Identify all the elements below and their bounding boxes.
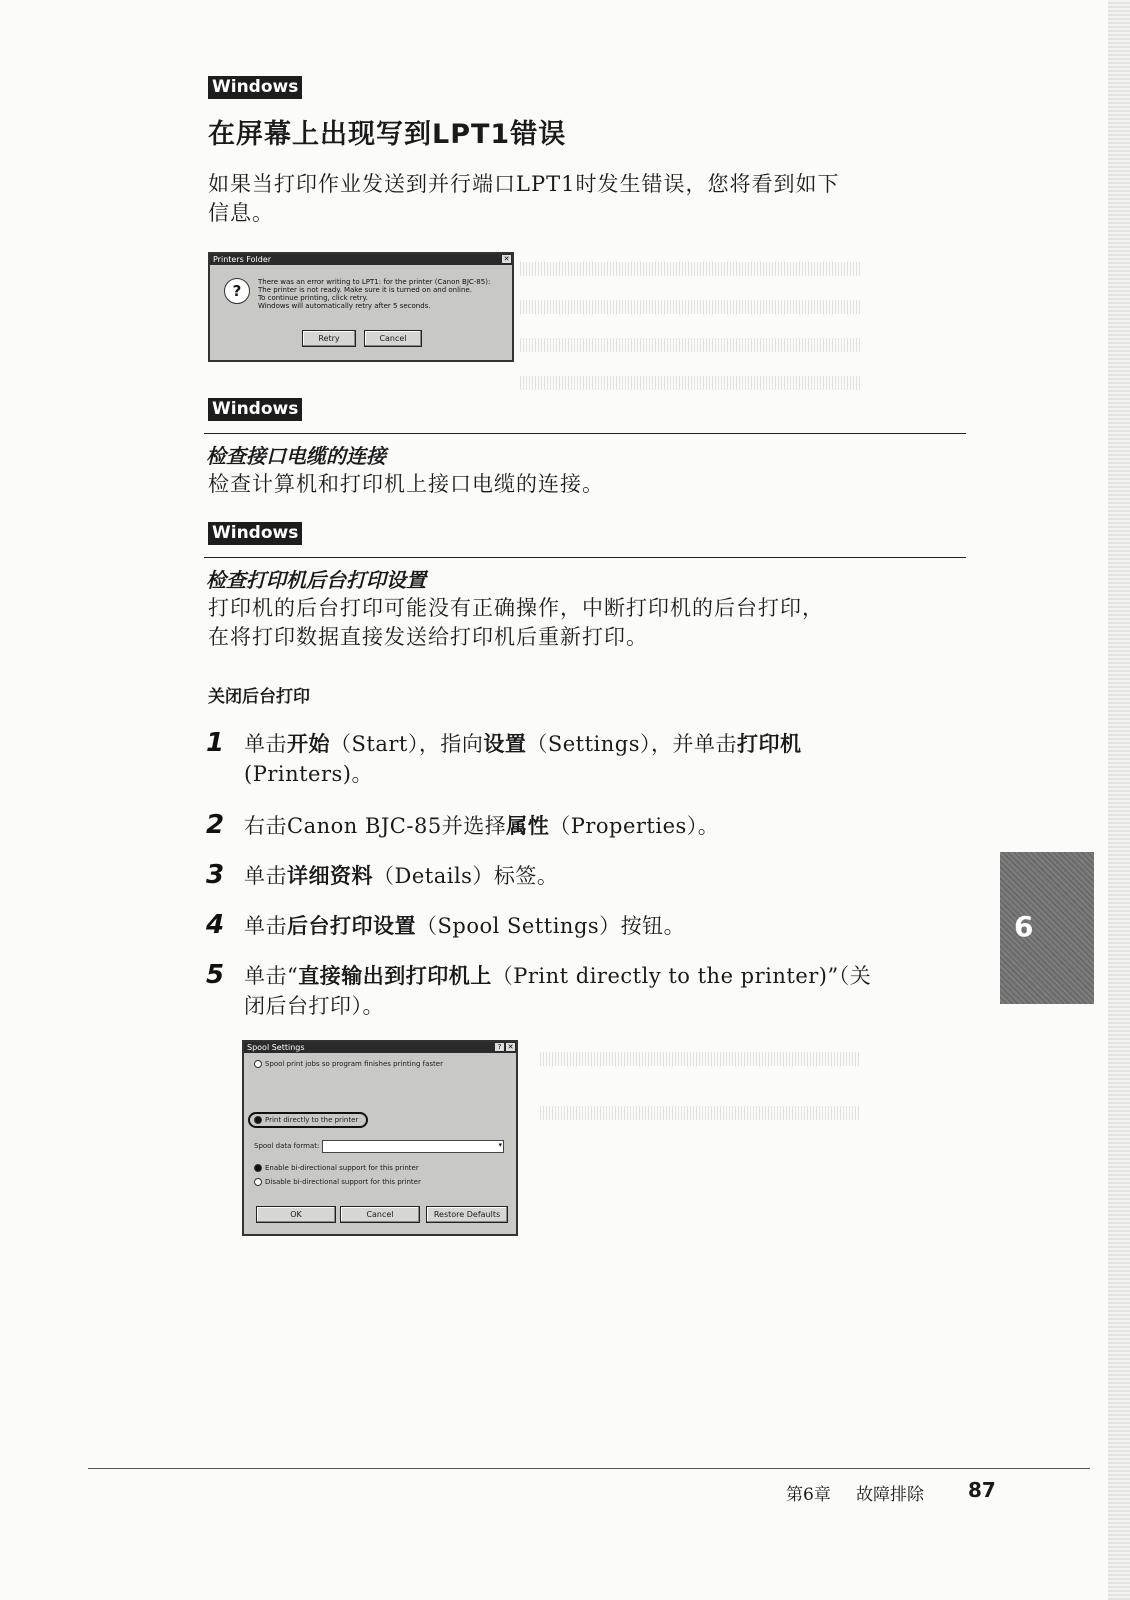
- option-label: Print directly to the printer: [265, 1116, 359, 1124]
- restore-defaults-button[interactable]: Restore Defaults: [426, 1206, 508, 1223]
- close-icon[interactable]: ✕: [503, 255, 510, 263]
- bleed-through: [540, 1106, 860, 1120]
- ui-term: 开始: [287, 732, 330, 756]
- print-direct-option[interactable]: [248, 1112, 368, 1128]
- bleed-through: [540, 1052, 860, 1066]
- procedure-heading: 关闭后台打印: [208, 687, 310, 707]
- section-subhead: 检查接口电缆的连接: [206, 444, 386, 468]
- step-text: [244, 730, 974, 759]
- ui-term: 打印机: [736, 732, 802, 756]
- body-paragraph-line: 检查计算机和打印机上接口电缆的连接。: [208, 472, 604, 496]
- step-text-part: （Start），指向: [330, 732, 484, 756]
- step-text-part: （Properties）。: [549, 814, 720, 838]
- option-label: Disable bi-directional support for this printer: [265, 1178, 421, 1186]
- spool-format-label: Spool data format:: [254, 1142, 320, 1150]
- step-text: [244, 862, 558, 891]
- ui-term: 后台打印设置: [287, 914, 416, 938]
- question-icon: ?: [224, 278, 250, 304]
- dialog-message-line: Windows will automatically retry after 5 seconds.: [258, 302, 431, 310]
- step-text: [244, 812, 719, 841]
- bleed-through: [520, 300, 860, 314]
- step-text-part: （Settings），并单击: [526, 732, 737, 756]
- page-edge-shadow: [1108, 0, 1130, 1600]
- close-icon[interactable]: ✕: [507, 1043, 514, 1051]
- step-number: 1: [206, 728, 225, 758]
- step-text-part: （Print directly to the printer)”（关: [491, 964, 872, 988]
- step-text-part: 单击: [244, 732, 287, 756]
- windows-badge: Windows: [208, 522, 302, 545]
- dialog-message-line: The printer is not ready. Make sure it is turned on and online.: [258, 286, 472, 294]
- bidi-option[interactable]: [254, 1178, 421, 1186]
- step-text-part: （Spool Settings）按钮。: [416, 914, 686, 938]
- body-paragraph-line: 如果当打印作业发送到并行端口LPT1时发生错误，您将看到如下: [208, 172, 840, 196]
- radio-selected-icon: [254, 1164, 262, 1172]
- help-icon[interactable]: ?: [495, 1043, 504, 1051]
- option-label: Enable bi-directional support for this printer: [265, 1164, 419, 1172]
- windows-badge: Windows: [208, 398, 302, 421]
- section-title: 在屏幕上出现写到LPT1错误: [208, 119, 567, 150]
- bleed-through: [520, 262, 860, 276]
- chapter-tab: [1000, 852, 1094, 1004]
- cancel-button[interactable]: Cancel: [340, 1206, 420, 1223]
- ok-button[interactable]: OK: [256, 1206, 336, 1223]
- step-text-part: 单击: [244, 864, 287, 888]
- step-text-continued: (Printers)。: [244, 762, 373, 786]
- body-paragraph-line: 在将打印数据直接发送给打印机后重新打印。: [208, 625, 648, 649]
- cancel-button[interactable]: Cancel: [364, 330, 422, 347]
- ui-term: 属性: [506, 814, 550, 838]
- retry-button[interactable]: Retry: [302, 330, 356, 347]
- dialog-title-bar: [210, 254, 512, 265]
- body-paragraph-line: 打印机的后台打印可能没有正确操作，中断打印机的后台打印，: [208, 596, 824, 620]
- printers-folder-dialog: [208, 252, 514, 362]
- spool-option[interactable]: [254, 1060, 443, 1068]
- section-rule: [204, 557, 966, 558]
- step-text-part: 单击“: [244, 964, 299, 988]
- dialog-title-bar: [244, 1042, 516, 1053]
- footer-chapter: 第6章: [786, 1485, 831, 1505]
- bleed-through: [520, 376, 860, 390]
- dialog-title: Printers Folder: [213, 255, 272, 264]
- radio-icon: [254, 1178, 262, 1186]
- spool-format-select[interactable]: [322, 1140, 504, 1153]
- ui-term: 设置: [483, 732, 527, 756]
- body-paragraph-line: 信息。: [208, 201, 274, 225]
- step-number: 2: [206, 810, 225, 840]
- step-text-continued: 闭后台打印）。: [244, 994, 384, 1018]
- radio-icon: [254, 1060, 262, 1068]
- spool-settings-dialog: [242, 1040, 518, 1236]
- footer-rule: [88, 1468, 1090, 1469]
- chevron-down-icon: ▾: [498, 1141, 502, 1149]
- step-text-part: 单击: [244, 914, 287, 938]
- bidi-option[interactable]: [254, 1164, 419, 1172]
- dialog-title: Spool Settings: [247, 1043, 305, 1052]
- ui-term: 详细资料: [287, 864, 373, 888]
- dialog-message-line: There was an error writing to LPT1: for the printer (Canon BJC-85):: [258, 278, 491, 286]
- step-text: [244, 912, 685, 941]
- option-label: Spool print jobs so program finishes printing faster: [265, 1060, 443, 1068]
- step-number: 4: [206, 910, 225, 940]
- bleed-through: [520, 338, 860, 352]
- footer-chapter-name: 故障排除: [856, 1485, 924, 1505]
- section-rule: [204, 433, 966, 434]
- dialog-message-line: To continue printing, click retry.: [258, 294, 368, 302]
- step-number: 3: [206, 860, 225, 890]
- step-text-part: 右击Canon BJC-85并选择: [244, 814, 507, 838]
- chapter-tab-number: 6: [1014, 910, 1034, 943]
- page-number: 87: [968, 1478, 996, 1502]
- ui-term: 直接输出到打印机上: [298, 964, 492, 988]
- section-subhead: 检查打印机后台打印设置: [206, 568, 426, 592]
- step-number: 5: [206, 960, 225, 990]
- radio-selected-icon: [254, 1116, 262, 1124]
- step-text: [244, 962, 974, 991]
- step-text-part: （Details）标签。: [373, 864, 559, 888]
- windows-badge: Windows: [208, 76, 302, 99]
